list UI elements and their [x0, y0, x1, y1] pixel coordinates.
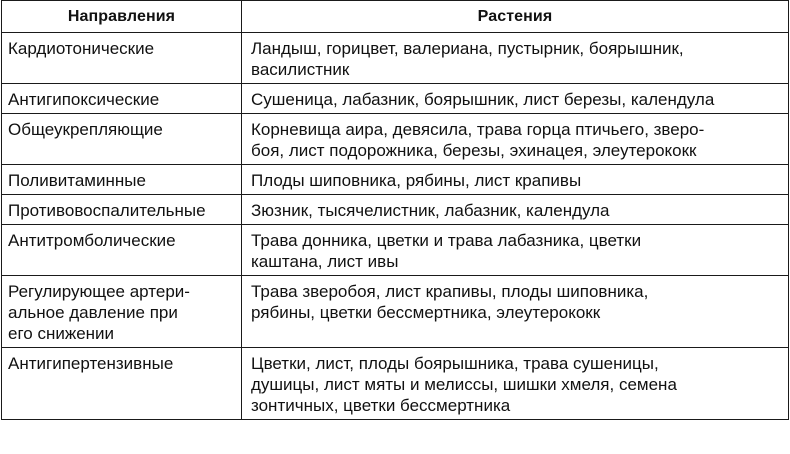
plants-cell	[242, 33, 789, 84]
header-row	[2, 1, 789, 33]
direction-cell	[2, 348, 242, 420]
direction-cell	[2, 276, 242, 348]
table-row	[2, 114, 789, 165]
table-header	[2, 1, 789, 33]
direction-cell	[2, 195, 242, 225]
direction-line: Регулирующее артери-	[8, 282, 190, 301]
plants-line: рябины, цветки бессмертника, элеутерококк	[251, 303, 601, 322]
plants-cell	[242, 165, 789, 195]
direction-line: Общеукрепляющие	[8, 120, 163, 139]
plants-line: Зюзник, тысячелистник, лабазник, календула	[251, 201, 610, 220]
plants-line: душицы, лист мяты и мелиссы, шишки хмеля, семена	[251, 375, 677, 394]
direction-cell	[2, 114, 242, 165]
plants-line: каштана, лист ивы	[251, 252, 399, 271]
table-row	[2, 195, 789, 225]
direction-cell	[2, 84, 242, 114]
direction-line: альное давление при	[8, 303, 178, 322]
direction-line: Антигипертензивные	[8, 354, 174, 373]
table-row	[2, 225, 789, 276]
plants-line: Трава донника, цветки и трава лабазника, цветки	[251, 231, 642, 250]
plants-cell	[242, 114, 789, 165]
direction-line: Кардиотонические	[8, 39, 155, 58]
plants-line: Корневища аира, девясила, трава горца птичьего, зверо-	[251, 120, 705, 139]
table-body	[2, 33, 789, 420]
herbs-table	[1, 0, 789, 420]
direction-cell	[2, 225, 242, 276]
plants-line: Плоды шиповника, рябины, лист крапивы	[251, 171, 582, 190]
direction-line: Поливитаминные	[8, 171, 146, 190]
header-plants: Растения	[242, 1, 789, 33]
plants-cell	[242, 348, 789, 420]
table-row	[2, 84, 789, 114]
plants-line: Ландыш, горицвет, валериана, пустырник, боярышник,	[251, 39, 684, 58]
header-directions: Направления	[2, 1, 242, 33]
direction-line: его снижении	[8, 324, 115, 343]
plants-cell	[242, 195, 789, 225]
plants-cell	[242, 84, 789, 114]
direction-line: Антитромболические	[8, 231, 176, 250]
table-row	[2, 276, 789, 348]
plants-line: Цветки, лист, плоды боярышника, трава сушеницы,	[251, 354, 659, 373]
plants-cell	[242, 225, 789, 276]
plants-line: Трава зверобоя, лист крапивы, плоды шиповника,	[251, 282, 649, 301]
direction-line: Антигипоксические	[8, 90, 160, 109]
table-row	[2, 33, 789, 84]
plants-line: василистник	[251, 60, 350, 79]
table-row	[2, 348, 789, 420]
plants-line: Сушеница, лабазник, боярышник, лист березы, календула	[251, 90, 715, 109]
direction-line: Противовоспалительные	[8, 201, 206, 220]
direction-cell	[2, 165, 242, 195]
plants-line: зонтичных, цветки бессмертника	[251, 396, 511, 415]
direction-cell	[2, 33, 242, 84]
table-row	[2, 165, 789, 195]
plants-cell	[242, 276, 789, 348]
plants-line: боя, лист подорожника, березы, эхинацея, элеутерококк	[251, 141, 697, 160]
